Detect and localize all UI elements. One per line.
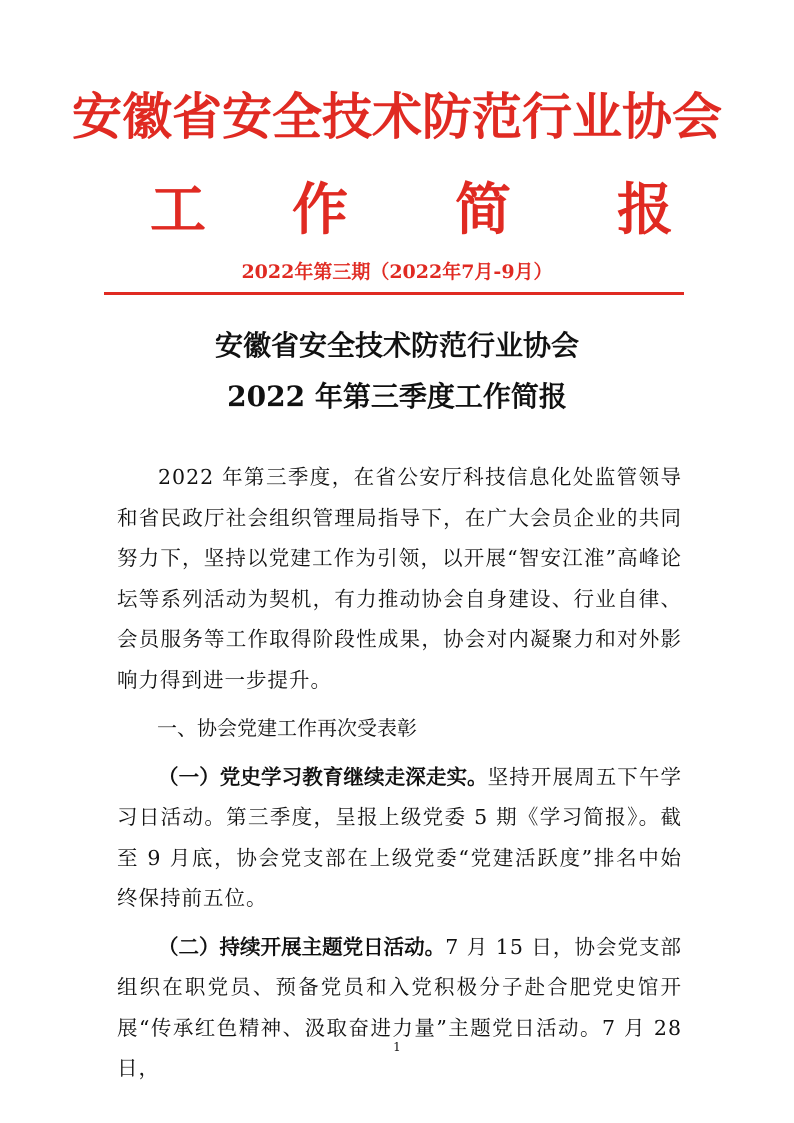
- masthead-char: 工: [150, 177, 206, 243]
- masthead-char: 作: [292, 177, 348, 243]
- section-heading: 一、协会党建工作再次受表彰: [157, 716, 417, 740]
- document-title-line2: 2022 年第三季度工作简报: [227, 380, 567, 413]
- masthead-subtitle: [0, 177, 794, 243]
- masthead-org-name: 安徽省安全技术防范行业协会: [72, 87, 722, 146]
- page-number: 1: [393, 1040, 401, 1054]
- item-paragraph: [117, 757, 682, 919]
- red-divider: [104, 292, 684, 295]
- item-paragraph: [117, 927, 682, 1089]
- item-text: 7 月 15 日，协会党支部组织在职党员、预备党员和入党积极分子赴合肥党史馆开展“传承红色精神、汲取奋进力量”主题党日活动。7 月 28 日，: [117, 934, 682, 1080]
- intro-paragraph: 2022 年第三季度，在省公安厅科技信息化处监管领导和省民政厅社会组织管理局指导下，在广大会员企业的共同努力下，坚持以党建工作为引领，以开展“智安江淮”高峰论坛等系列活动为契机，有力推动协会自身建设、行业自律、会员服务等工作取得阶段性成果，协会对内凝聚力和对外影响力得到进一步提升。: [117, 465, 682, 692]
- item-heading: （一）党史学习教育继续走深走实。: [158, 764, 488, 789]
- item-heading: （二）持续开展主题党日活动。: [158, 934, 446, 959]
- masthead-char: 报: [617, 177, 673, 243]
- masthead-char: 简: [455, 177, 511, 243]
- document-body: [117, 457, 682, 1089]
- item-text: 坚持开展周五下午学习日活动。第三季度，呈报上级党委 5 期《学习简报》。截至 9 月底，协会党支部在上级党委“党建活跃度”排名中始终保持前五位。: [117, 764, 683, 910]
- document-title-line1: 安徽省安全技术防范行业协会: [214, 329, 579, 362]
- issue-label: 2022年第三期（2022年7月-9月）: [241, 261, 553, 283]
